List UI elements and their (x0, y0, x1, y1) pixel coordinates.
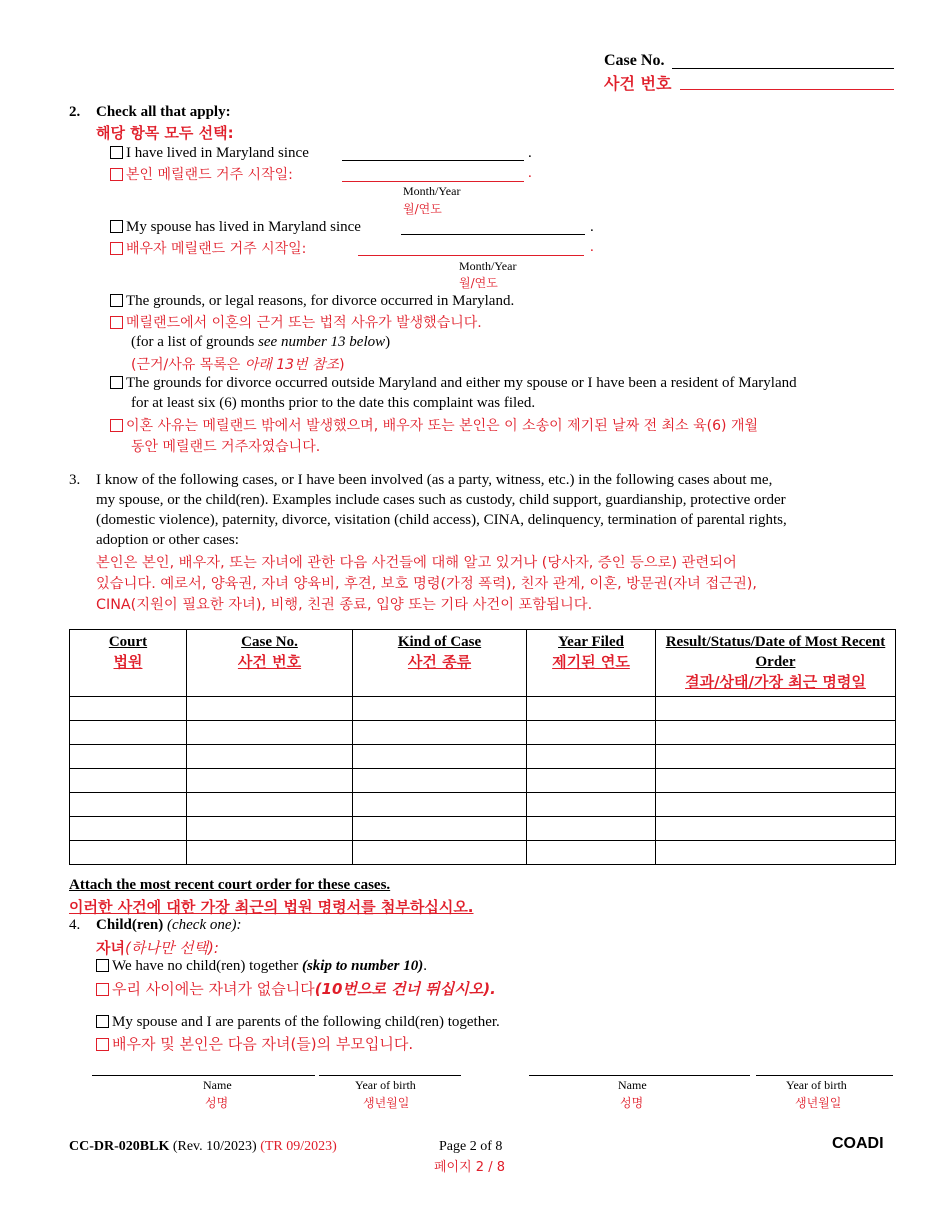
table-cell[interactable] (187, 745, 353, 769)
spouse-lived-maryland-text: My spouse has lived in Maryland since (126, 219, 361, 235)
grounds-outside-maryland-checkbox[interactable] (110, 376, 123, 389)
spouse-lived-maryland-option (110, 219, 361, 236)
lived-maryland-date-field-ko (342, 181, 524, 182)
grounds-in-maryland-option (110, 293, 514, 310)
section4-number: 4. (69, 917, 81, 933)
year-of-birth-label-ko: 생년월일 (795, 1096, 842, 1110)
spouse-lived-maryland-option-ko (110, 238, 306, 258)
table-cell[interactable] (527, 745, 656, 769)
have-children-option: My spouse and I are parents of the following child(ren) together. (96, 1014, 500, 1031)
section4-title-ko: 자녀(하나만 선택): (96, 939, 219, 957)
table-cell[interactable] (353, 745, 527, 769)
table-cell[interactable] (187, 769, 353, 793)
month-year-label: Month/Year (459, 259, 517, 273)
table-cell[interactable] (656, 745, 896, 769)
name-label: Name (203, 1078, 232, 1092)
lived-maryland-option (110, 145, 309, 162)
grounds-in-maryland-option-ko (110, 312, 482, 332)
table-cell[interactable] (187, 793, 353, 817)
year-of-birth-label: Year of birth (786, 1078, 847, 1092)
section3-text-2: my spouse, or the child(ren). Examples include cases such as custody, child support, guardianship, protective order (96, 492, 786, 508)
section3-text-4: adoption or other cases: (96, 532, 239, 548)
result-column-header: Result/Status/Date of Most Recent Order 결과/상태/가장 최근 명령일 (656, 630, 896, 697)
grounds-outside-maryland-text-ko: 이혼 사유는 메릴랜드 밖에서 발생했으며, 배우자 또는 본인은 이 소송이 제기된 날짜 전 최소 육(6) 개월 (126, 418, 758, 434)
section2-number: 2. (69, 104, 81, 120)
section3-number: 3. (69, 472, 81, 488)
grounds-in-maryland-checkbox-ko[interactable] (110, 316, 123, 329)
coadi-logo: COADI (832, 1135, 884, 1152)
table-cell[interactable] (70, 769, 187, 793)
period-ko: . (528, 165, 532, 181)
table-cell[interactable] (527, 793, 656, 817)
month-year-label-ko: 월/연도 (459, 276, 498, 290)
month-year-label: Month/Year (403, 184, 461, 198)
spouse-lived-maryland-checkbox[interactable] (110, 220, 123, 233)
case-number-label-ko: 사건 번호 (604, 74, 672, 93)
year-filed-column-header: Year Filed 제기된 연도 (527, 630, 656, 697)
table-row (70, 793, 896, 817)
table-cell[interactable] (70, 841, 187, 865)
child-name-field-1[interactable] (92, 1075, 315, 1076)
table-cell[interactable] (656, 721, 896, 745)
table-row (70, 721, 896, 745)
table-cell[interactable] (187, 817, 353, 841)
child-yob-field-2[interactable] (756, 1075, 893, 1076)
table-cell[interactable] (656, 793, 896, 817)
no-children-option-ko: 우리 사이에는 자녀가 없습니다(10번으로 건너 뛰십시오). (96, 978, 496, 999)
form-number: CC-DR-020BLK (Rev. 10/2023) (TR 09/2023) (69, 1139, 337, 1154)
table-cell[interactable] (527, 721, 656, 745)
name-label-ko: 성명 (620, 1096, 644, 1110)
table-row (70, 817, 896, 841)
section3-text-1: I know of the following cases, or I have been involved (as a party, witness, etc.) in the following cases about me, (96, 472, 773, 488)
grounds-outside-maryland-option (110, 375, 797, 392)
spouse-lived-maryland-checkbox-ko[interactable] (110, 242, 123, 255)
table-cell[interactable] (656, 817, 896, 841)
grounds-in-maryland-text-ko: 메릴랜드에서 이혼의 근거 또는 법적 사유가 발생했습니다. (126, 315, 482, 331)
case-no-column-header: Case No. 사건 번호 (187, 630, 353, 697)
lived-maryland-text-ko: 본인 메릴랜드 거주 시작일: (126, 167, 293, 183)
table-cell[interactable] (187, 841, 353, 865)
year-of-birth-label: Year of birth (355, 1078, 416, 1092)
lived-maryland-text: I have lived in Maryland since (126, 145, 309, 161)
table-cell[interactable] (527, 817, 656, 841)
table-cell[interactable] (353, 721, 527, 745)
case-number-label: Case No. (604, 52, 665, 69)
table-cell[interactable] (70, 793, 187, 817)
year-of-birth-label-ko: 생년월일 (363, 1096, 410, 1110)
grounds-outside-maryland-text-ko-2: 동안 메릴랜드 거주자였습니다. (131, 439, 321, 455)
grounds-outside-maryland-option-ko (110, 415, 758, 435)
grounds-outside-maryland-text-2: for at least six (6) months prior to the date this complaint was filed. (131, 395, 536, 411)
no-children-checkbox-ko[interactable] (96, 983, 109, 996)
table-cell[interactable] (656, 697, 896, 721)
grounds-note: (for a list of grounds see number 13 below) (131, 334, 391, 350)
section3-text-3: (domestic violence), paternity, divorce, visitation (child access), CINA, delinquency, termination of parental rights, (96, 512, 787, 528)
table-cell[interactable] (187, 721, 353, 745)
spouse-lived-maryland-text-ko: 배우자 메릴랜드 거주 시작일: (126, 241, 307, 257)
table-row (70, 697, 896, 721)
no-children-option: We have no child(ren) together (skip to number 10). (96, 958, 427, 975)
section4-title: Child(ren) (check one): (96, 917, 242, 933)
section3-text-ko-3: CINA(지원이 필요한 자녀), 비행, 친권 종료, 입양 또는 기타 사건이 포함됩니다. (96, 597, 593, 613)
court-column-header: Court 법원 (70, 630, 187, 697)
table-cell[interactable] (353, 697, 527, 721)
table-cell[interactable] (353, 769, 527, 793)
child-yob-field-1[interactable] (319, 1075, 461, 1076)
case-number-field[interactable] (672, 68, 894, 69)
lived-maryland-checkbox-ko[interactable] (110, 168, 123, 181)
name-label-ko: 성명 (205, 1096, 229, 1110)
no-children-checkbox[interactable] (96, 959, 109, 972)
grounds-in-maryland-text: The grounds, or legal reasons, for divorce occurred in Maryland. (126, 293, 515, 309)
table-cell[interactable] (527, 841, 656, 865)
grounds-note-ko: (근거/사유 목록은 아래 13번 참조) (131, 357, 345, 373)
table-row (70, 841, 896, 865)
table-cell[interactable] (656, 769, 896, 793)
cases-table (69, 629, 896, 865)
lived-maryland-checkbox[interactable] (110, 146, 123, 159)
child-name-field-2[interactable] (529, 1075, 750, 1076)
lived-maryland-option-ko (110, 164, 293, 184)
cases-table-header (70, 630, 896, 697)
lived-maryland-date-field[interactable] (342, 160, 524, 161)
case-number-field-ko (680, 89, 894, 90)
table-cell[interactable] (70, 721, 187, 745)
grounds-outside-maryland-checkbox-ko[interactable] (110, 419, 123, 432)
have-children-checkbox[interactable] (96, 1015, 109, 1028)
period-ko: . (590, 239, 594, 255)
have-children-option-ko: 배우자 및 본인은 다음 자녀(들)의 부모입니다. (96, 1033, 413, 1054)
table-cell[interactable] (527, 697, 656, 721)
attach-order-instruction: Attach the most recent court order for these cases. (69, 877, 391, 893)
table-cell[interactable] (656, 841, 896, 865)
section3-text-ko-2: 있습니다. 예로서, 양육권, 자녀 양육비, 후견, 보호 명령(가정 폭력), 친자 관계, 이혼, 방문권(자녀 접근권), (96, 576, 757, 592)
table-cell[interactable] (353, 793, 527, 817)
section3-text-ko-1: 본인은 본인, 배우자, 또는 자녀에 관한 다음 사건들에 대해 알고 있거나 (당사자, 증인 등으로) 관련되어 (96, 555, 737, 571)
have-children-checkbox-ko[interactable] (96, 1038, 109, 1051)
page-number: Page 2 of 8 (439, 1139, 503, 1154)
name-label: Name (618, 1078, 647, 1092)
table-cell[interactable] (527, 769, 656, 793)
kind-column-header: Kind of Case 사건 종류 (353, 630, 527, 697)
spouse-lived-maryland-date-field-ko (358, 255, 584, 256)
period: . (528, 145, 532, 161)
table-cell[interactable] (70, 697, 187, 721)
table-cell[interactable] (353, 817, 527, 841)
spouse-lived-maryland-date-field[interactable] (401, 234, 585, 235)
grounds-in-maryland-checkbox[interactable] (110, 294, 123, 307)
table-cell[interactable] (187, 697, 353, 721)
grounds-outside-maryland-text: The grounds for divorce occurred outside Maryland and either my spouse or I have been a resident of Maryland (126, 375, 797, 391)
table-cell[interactable] (70, 817, 187, 841)
table-cell[interactable] (353, 841, 527, 865)
section2-title-ko: 해당 항목 모두 선택: (96, 124, 234, 142)
section2-title: Check all that apply: (96, 104, 231, 120)
table-row (70, 769, 896, 793)
attach-order-instruction-ko: 이러한 사건에 대한 가장 최근의 법원 명령서를 첨부하십시오. (69, 898, 474, 916)
month-year-label-ko: 월/연도 (403, 202, 442, 216)
table-row (70, 745, 896, 769)
period: . (590, 219, 594, 235)
page-number-ko: 페이지 2 / 8 (434, 1160, 505, 1175)
table-cell[interactable] (70, 745, 187, 769)
